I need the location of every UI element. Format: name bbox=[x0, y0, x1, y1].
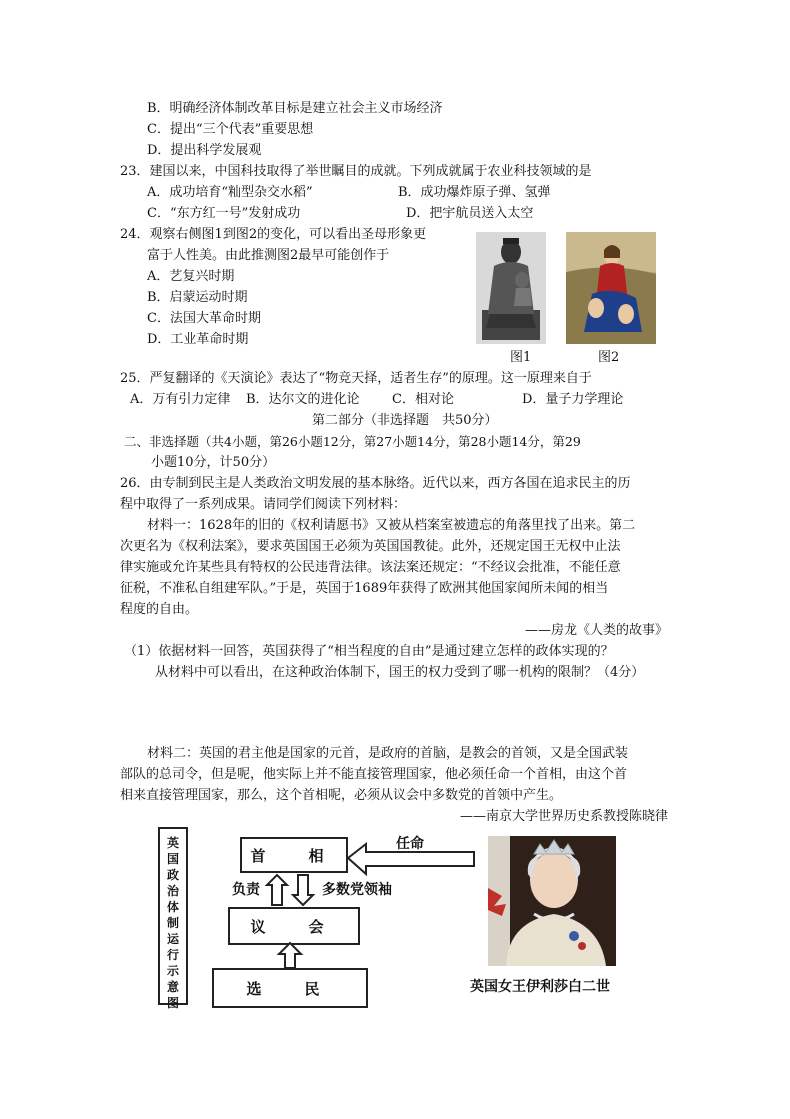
q24-option-b: B．启蒙运动时期 bbox=[147, 290, 248, 305]
q24-option-a: A．艺复兴时期 bbox=[147, 269, 235, 284]
q22-option-c: C．提出“三个代表”重要思想 bbox=[147, 122, 314, 137]
queen-portrait-image bbox=[488, 836, 616, 966]
figure-1-caption: 图1 bbox=[510, 350, 532, 365]
majority-down-arrow-icon bbox=[293, 875, 313, 905]
material-1-line-4: 征税，不准私自组建军队。”于是，英国于1689年获得了欧洲其他国家闻所未闻的相当 bbox=[120, 581, 609, 596]
vertical-title-char: 行 bbox=[166, 948, 179, 962]
appoint-label: 任命 bbox=[396, 836, 424, 852]
q24-option-c: C．法国大革命时期 bbox=[147, 311, 261, 326]
section-2-heading: 二、非选择题（共4小题，第26小题12分，第27小题14分，第28小题14分，第29 bbox=[124, 434, 581, 449]
majority-leader-label: 多数党领袖 bbox=[322, 882, 392, 898]
material-1-line-1: 材料一：1628年的旧的《权利请愿书》又被从档案室被遗忘的角落里找了出来。第二 bbox=[147, 518, 636, 533]
vertical-title-char: 英 bbox=[166, 836, 179, 850]
q25-option-c: C．相对论 bbox=[392, 392, 454, 407]
material-1-line-3: 律实施或允许某些具有特权的公民违背法律。该法案还规定：“不经议会批准，不能任意 bbox=[120, 560, 621, 575]
material-2-line-3: 相来直接管理国家，那么，这个首相呢，必须从议会中多数党的首领中产生。 bbox=[120, 788, 563, 803]
voters-box: 选 民 bbox=[212, 968, 368, 1008]
section-2-heading-cont: 小题10分，计50分） bbox=[151, 455, 276, 470]
material-1-source: ——房龙《人类的故事》 bbox=[524, 623, 668, 638]
material-2-line-2: 部队的总司令，但是呢，他实际上并不能直接管理国家，他必须任命一个首相，由这个首 bbox=[120, 767, 628, 782]
q26-intro-1: 26．由专制到民主是人类政治文明发展的基本脉络。近代以来，西方各国在追求民主的历 bbox=[120, 476, 631, 491]
q26-intro-2: 程中取得了一系列成果。请同学们阅读下列材料： bbox=[120, 497, 407, 512]
vertical-title-char: 体 bbox=[166, 900, 179, 914]
queen-caption: 英国女王伊利莎白二世 bbox=[470, 979, 610, 995]
responsible-label: 负责 bbox=[232, 882, 260, 898]
vertical-title-char: 图 bbox=[166, 996, 179, 1010]
q22-option-b: B．明确经济体制改革目标是建立社会主义市场经济 bbox=[147, 101, 443, 116]
responsible-up-arrow-icon bbox=[267, 875, 287, 905]
figure-2-caption: 图2 bbox=[598, 350, 620, 365]
vertical-title-char: 示 bbox=[166, 964, 179, 978]
q24-stem-1: 24．观察右侧图1到图2的变化，可以看出圣母形象更 bbox=[120, 227, 427, 242]
figure-1-statue-image bbox=[476, 232, 546, 344]
q25-option-a: A．万有引力定律 bbox=[130, 392, 231, 407]
q23-stem: 23．建国以来，中国科技取得了举世瞩目的成就。下列成就属于农业科技领域的是 bbox=[120, 164, 592, 179]
q24-stem-2: 富于人性美。由此推测图2最早可能创作于 bbox=[147, 248, 390, 263]
sub-question-1-line-1: （1）依据材料一回答，英国获得了“相当程度的自由”是通过建立怎样的政体实现的？ bbox=[124, 644, 614, 659]
material-1-line-2: 次更名为《权利法案》，要求英国国王必须为英国国教徒。此外，还规定国王无权中止法 bbox=[120, 539, 621, 554]
material-2-line-1: 材料二：英国的君主他是国家的元首，是政府的首脑，是教会的首领，又是全国武装 bbox=[147, 746, 629, 761]
voters-up-arrow-icon bbox=[279, 943, 301, 968]
vertical-title-char: 制 bbox=[166, 916, 179, 930]
q23-option-a: A．成功培育“籼型杂交水稻” bbox=[147, 185, 313, 200]
q22-option-d: D．提出科学发展观 bbox=[147, 143, 262, 158]
vertical-title-char: 国 bbox=[166, 852, 179, 866]
material-2-source: ——南京大学世界历史系教授陈晓律 bbox=[459, 809, 668, 824]
q24-option-d: D．工业革命时期 bbox=[147, 332, 249, 347]
material-1-line-5: 程度的自由。 bbox=[120, 602, 199, 617]
parliament-box: 议 会 bbox=[228, 907, 360, 945]
q25-stem: 25．严复翻译的《天演论》表达了“物竞天择，适者生存”的原理。这一原理来自于 bbox=[120, 371, 592, 386]
q23-option-c: C．“东方红一号”发射成功 bbox=[147, 206, 301, 221]
diagram-arrows bbox=[180, 830, 480, 975]
part-2-title: 第二部分（非选择题 共50分） bbox=[312, 413, 498, 428]
q23-option-b: B．成功爆炸原子弹、氢弹 bbox=[398, 185, 551, 200]
figure-2-madonna-painting-image bbox=[566, 232, 656, 344]
vertical-title-char: 意 bbox=[166, 980, 179, 994]
vertical-title-char: 治 bbox=[166, 884, 179, 898]
vertical-title-char: 政 bbox=[166, 868, 179, 882]
sub-question-1-line-2: 从材料中可以看出，在这种政治体制下，国王的权力受到了哪一机构的限制？（4分） bbox=[155, 665, 645, 680]
prime-minister-box: 首 相 bbox=[240, 837, 348, 873]
vertical-title-char: 运 bbox=[166, 932, 179, 946]
q23-option-d: D．把宇航员送入太空 bbox=[406, 206, 534, 221]
q25-option-d: D．量子力学理论 bbox=[522, 392, 624, 407]
q25-option-b: B．达尔文的进化论 bbox=[246, 392, 360, 407]
